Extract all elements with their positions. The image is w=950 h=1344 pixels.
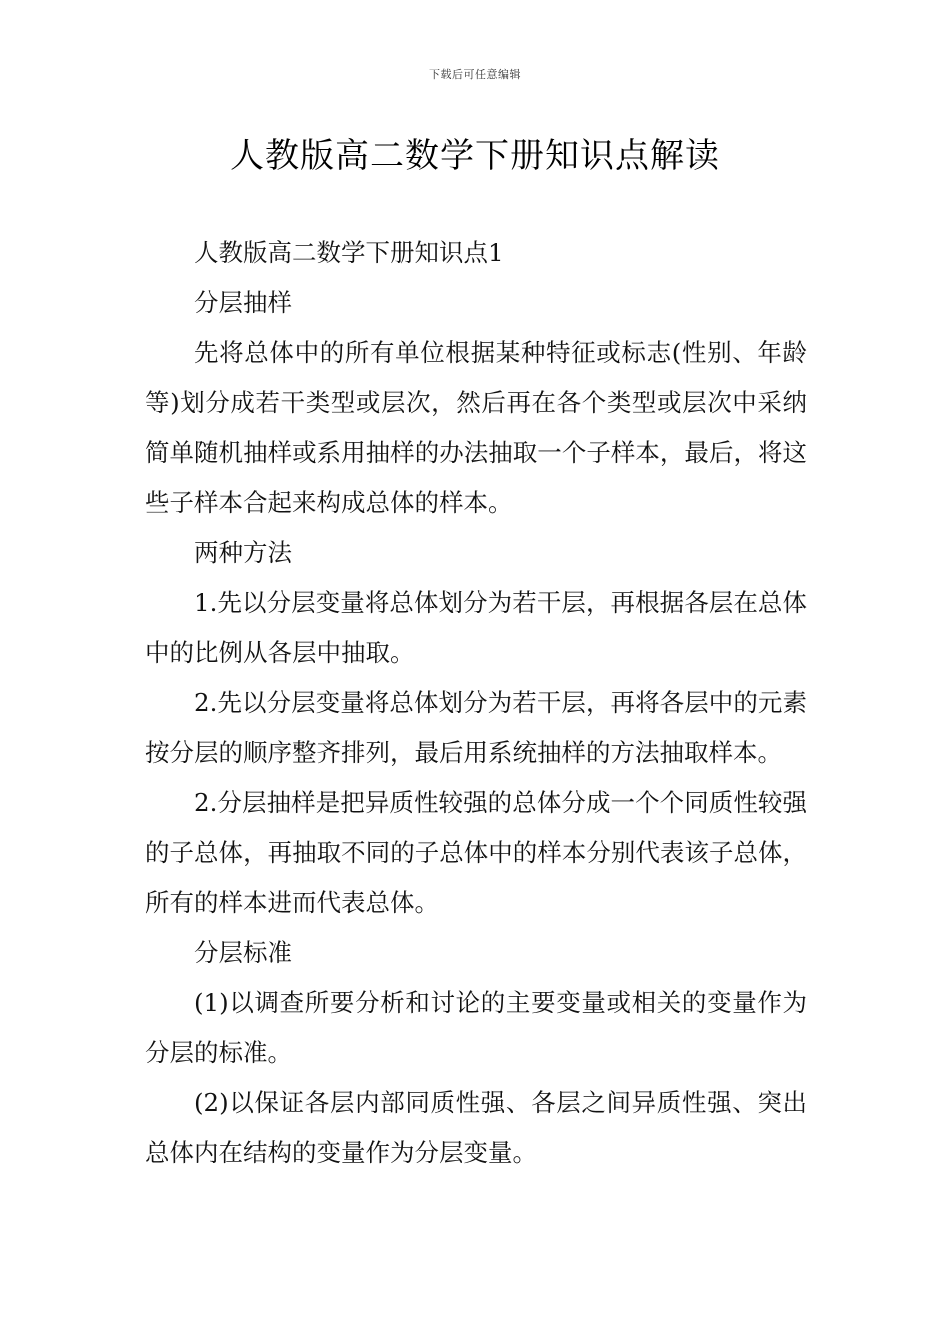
- body-paragraph: 2.先以分层变量将总体划分为若干层，再将各层中的元素按分层的顺序整齐排列，最后用系统抽样的方法抽取样本。: [145, 688, 807, 767]
- body-paragraph: 先将总体中的所有单位根据某种特征或标志(性别、年龄等)划分成若干类型或层次，然后再在各个类型或层次中采纳简单随机抽样或系用抽样的办法抽取一个子样本，最后，将这些子样本合起来构成总体的样本。: [145, 338, 807, 517]
- document-body: [145, 228, 807, 1178]
- subheading: 分层抽样: [194, 288, 292, 317]
- body-paragraph: 1.先以分层变量将总体划分为若干层，再根据各层在总体中的比例从各层中抽取。: [145, 588, 807, 667]
- section-heading: 人教版高二数学下册知识点1: [194, 238, 504, 267]
- subheading: 分层标准: [194, 938, 292, 967]
- document-title: 人教版高二数学下册知识点解读: [230, 136, 720, 176]
- body-paragraph: 2.分层抽样是把异质性较强的总体分成一个个同质性较强的子总体，再抽取不同的子总体中的样本分别代表该子总体，所有的样本进而代表总体。: [145, 788, 807, 917]
- header-note: 下载后可任意编辑: [429, 68, 521, 81]
- body-paragraph: (2)以保证各层内部同质性强、各层之间异质性强、突出总体内在结构的变量作为分层变量。: [145, 1088, 807, 1167]
- subheading: 两种方法: [194, 538, 292, 567]
- body-paragraph: (1)以调查所要分析和讨论的主要变量或相关的变量作为分层的标准。: [145, 988, 807, 1067]
